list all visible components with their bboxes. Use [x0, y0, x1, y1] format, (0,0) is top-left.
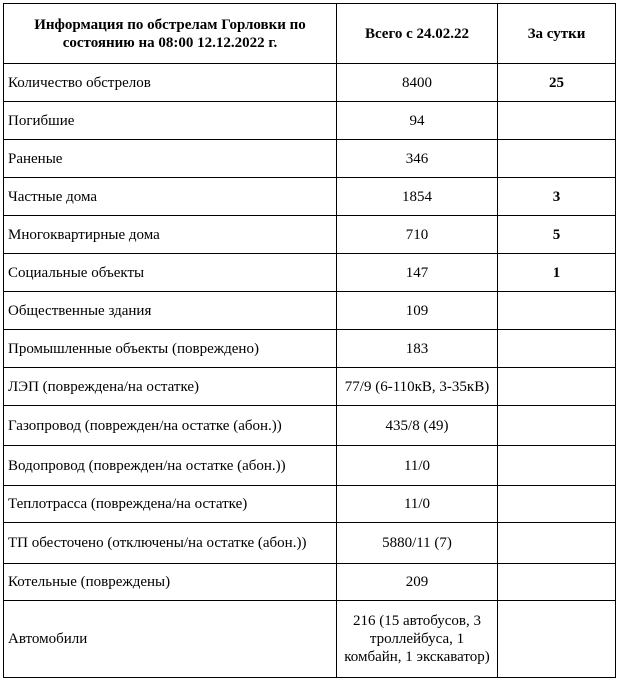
table-row — [4, 140, 616, 178]
table-row — [4, 446, 616, 486]
row-daily-value — [498, 564, 616, 601]
row-label: Водопровод (поврежден/на остатке (абон.)) — [4, 446, 337, 486]
row-total-value: 346 — [337, 140, 498, 178]
row-label: ЛЭП (повреждена/на остатке) — [4, 368, 337, 406]
row-total-value: 183 — [337, 330, 498, 368]
table-row — [4, 564, 616, 601]
table-header-row — [4, 4, 616, 64]
table-row — [4, 330, 616, 368]
row-daily-value — [498, 330, 616, 368]
column-header-total: Всего с 24.02.22 — [337, 4, 498, 64]
row-daily-value: 25 — [498, 64, 616, 102]
row-total-value: 94 — [337, 102, 498, 140]
shelling-stats-table — [3, 3, 616, 678]
row-label: Раненые — [4, 140, 337, 178]
table-row — [4, 406, 616, 446]
row-daily-value: 3 — [498, 178, 616, 216]
table-row — [4, 368, 616, 406]
row-daily-value — [498, 601, 616, 678]
row-total-value: 11/0 — [337, 446, 498, 486]
table-row — [4, 254, 616, 292]
row-total-value: 1854 — [337, 178, 498, 216]
row-label: Теплотрасса (повреждена/на остатке) — [4, 486, 337, 523]
column-header-daily: За сутки — [498, 4, 616, 64]
row-daily-value — [498, 406, 616, 446]
row-label: Общественные здания — [4, 292, 337, 330]
row-total-value: 11/0 — [337, 486, 498, 523]
row-total-value: 5880/11 (7) — [337, 523, 498, 564]
row-total-value: 8400 — [337, 64, 498, 102]
row-label: Многоквартирные дома — [4, 216, 337, 254]
row-daily-value — [498, 368, 616, 406]
row-total-value: 209 — [337, 564, 498, 601]
table-row — [4, 102, 616, 140]
row-total-value: 216 (15 автобусов, 3 троллейбуса, 1 комбайн, 1 экскаватор) — [337, 601, 498, 678]
table-row — [4, 64, 616, 102]
table-row — [4, 486, 616, 523]
table-row — [4, 216, 616, 254]
table-title: Информация по обстрелам Горловки по состоянию на 08:00 12.12.2022 г. — [4, 4, 337, 64]
table-row — [4, 292, 616, 330]
table-row — [4, 601, 616, 678]
row-label: Автомобили — [4, 601, 337, 678]
row-label: Газопровод (поврежден/на остатке (абон.)) — [4, 406, 337, 446]
row-label: Количество обстрелов — [4, 64, 337, 102]
row-daily-value — [498, 486, 616, 523]
row-daily-value — [498, 292, 616, 330]
row-total-value: 435/8 (49) — [337, 406, 498, 446]
table-row — [4, 523, 616, 564]
row-daily-value — [498, 446, 616, 486]
row-daily-value — [498, 140, 616, 178]
row-total-value: 710 — [337, 216, 498, 254]
row-label: Котельные (повреждены) — [4, 564, 337, 601]
table-row — [4, 178, 616, 216]
row-total-value: 109 — [337, 292, 498, 330]
row-label: Социальные объекты — [4, 254, 337, 292]
row-total-value: 77/9 (6-110кВ, 3-35кВ) — [337, 368, 498, 406]
row-label: Промышленные объекты (повреждено) — [4, 330, 337, 368]
row-label: Частные дома — [4, 178, 337, 216]
row-daily-value: 5 — [498, 216, 616, 254]
row-daily-value — [498, 523, 616, 564]
row-label: ТП обесточено (отключены/на остатке (абон.)) — [4, 523, 337, 564]
row-daily-value: 1 — [498, 254, 616, 292]
row-total-value: 147 — [337, 254, 498, 292]
row-daily-value — [498, 102, 616, 140]
row-label: Погибшие — [4, 102, 337, 140]
